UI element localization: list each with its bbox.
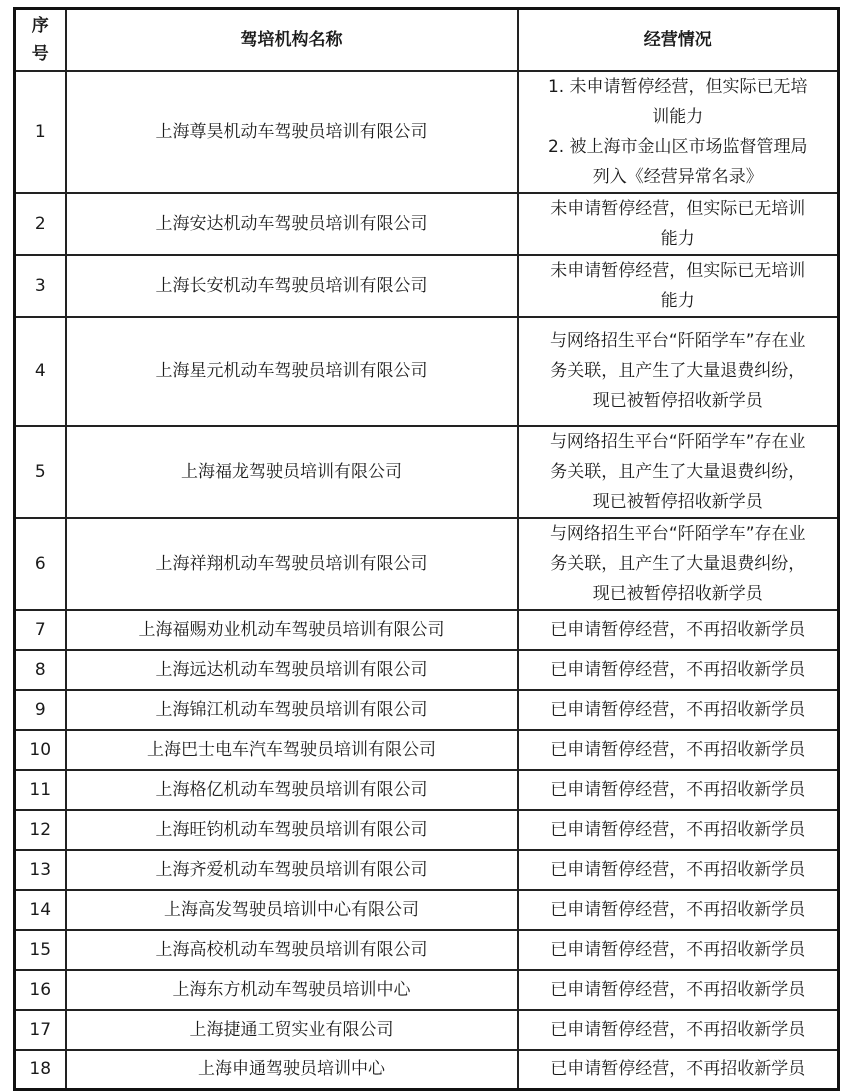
status-line: 现已被暂停招收新学员 — [592, 491, 763, 512]
status-line: 列入《经营异常名录》 — [592, 166, 763, 187]
row-status — [518, 426, 839, 518]
header-name: 驾培机构名称 — [66, 9, 518, 71]
row-status — [518, 650, 839, 690]
row-seq: 1 — [15, 71, 66, 193]
row-school-name: 上海远达机动车驾驶员培训有限公司 — [66, 650, 518, 690]
table-row — [15, 930, 839, 970]
row-seq: 6 — [15, 518, 66, 610]
status-line: 已申请暂停经营，不再招收新学员 — [550, 859, 806, 880]
row-seq: 16 — [15, 970, 66, 1010]
row-status — [518, 770, 839, 810]
table-row — [15, 255, 839, 317]
status-line: 能力 — [660, 228, 695, 249]
status-line: 务关联，且产生了大量退费纠纷， — [550, 553, 806, 574]
status-line: 已申请暂停经营，不再招收新学员 — [550, 1059, 806, 1080]
table-row — [15, 610, 839, 650]
row-status — [518, 690, 839, 730]
row-status — [518, 193, 839, 255]
row-seq: 8 — [15, 650, 66, 690]
row-seq: 17 — [15, 1010, 66, 1050]
row-school-name: 上海福赐劝业机动车驾驶员培训有限公司 — [66, 610, 518, 650]
row-status — [518, 71, 839, 193]
table-row — [15, 193, 839, 255]
status-line: 已申请暂停经营，不再招收新学员 — [550, 659, 806, 680]
status-line: 已申请暂停经营，不再招收新学员 — [550, 899, 806, 920]
table-row — [15, 518, 839, 610]
status-line: 未申请暂停经营，但实际已无培训 — [550, 198, 806, 219]
row-seq: 5 — [15, 426, 66, 518]
row-seq: 4 — [15, 317, 66, 426]
status-line: 务关联，且产生了大量退费纠纷， — [550, 361, 806, 381]
table-row — [15, 650, 839, 690]
table-row — [15, 890, 839, 930]
row-status — [518, 255, 839, 317]
table-row — [15, 770, 839, 810]
row-seq: 12 — [15, 810, 66, 850]
row-school-name: 上海长安机动车驾驶员培训有限公司 — [66, 255, 518, 317]
row-seq: 14 — [15, 890, 66, 930]
row-school-name: 上海申通驾驶员培训中心 — [66, 1050, 518, 1090]
row-seq: 10 — [15, 730, 66, 770]
status-line: 2. 被上海市金山区市场监督管理局 — [547, 136, 808, 157]
row-school-name: 上海齐爱机动车驾驶员培训有限公司 — [66, 850, 518, 890]
driving-schools-table — [13, 7, 840, 1091]
row-seq: 9 — [15, 690, 66, 730]
row-school-name: 上海锦江机动车驾驶员培训有限公司 — [66, 690, 518, 730]
row-school-name: 上海高发驾驶员培训中心有限公司 — [66, 890, 518, 930]
table-row — [15, 690, 839, 730]
status-line: 1. 未申请暂停经营，但实际已无培 — [547, 76, 808, 97]
header-row — [15, 9, 839, 71]
header-seq-line1: 序 — [31, 15, 49, 36]
status-line: 与网络招生平台“阡陌学车”存在业 — [549, 431, 806, 452]
row-status — [518, 850, 839, 890]
row-status — [518, 317, 839, 426]
status-line: 训能力 — [652, 106, 704, 127]
status-line: 已申请暂停经营，不再招收新学员 — [550, 779, 806, 800]
row-school-name: 上海格亿机动车驾驶员培训有限公司 — [66, 770, 518, 810]
row-status — [518, 610, 839, 650]
status-line: 已申请暂停经营，不再招收新学员 — [550, 699, 806, 720]
status-line: 已申请暂停经营，不再招收新学员 — [550, 739, 806, 760]
status-line: 已申请暂停经营，不再招收新学员 — [550, 1019, 806, 1040]
table-row — [15, 810, 839, 850]
row-seq: 11 — [15, 770, 66, 810]
row-seq: 13 — [15, 850, 66, 890]
status-line: 现已被暂停招收新学员 — [592, 583, 763, 604]
table-row — [15, 970, 839, 1010]
status-line: 未申请暂停经营，但实际已无培训 — [550, 260, 806, 281]
row-school-name: 上海尊昊机动车驾驶员培训有限公司 — [66, 71, 518, 193]
header-seq — [15, 9, 66, 71]
status-line: 已申请暂停经营，不再招收新学员 — [550, 939, 806, 960]
row-status — [518, 930, 839, 970]
status-line: 已申请暂停经营，不再招收新学员 — [550, 979, 806, 1000]
row-status — [518, 810, 839, 850]
table-row — [15, 71, 839, 193]
row-seq: 7 — [15, 610, 66, 650]
row-seq: 3 — [15, 255, 66, 317]
table-row — [15, 426, 839, 518]
status-line: 能力 — [660, 290, 695, 311]
row-school-name: 上海安达机动车驾驶员培训有限公司 — [66, 193, 518, 255]
table-body — [15, 71, 839, 1090]
status-line: 已申请暂停经营，不再招收新学员 — [550, 819, 806, 840]
table-row — [15, 850, 839, 890]
row-school-name: 上海捷通工贸实业有限公司 — [66, 1010, 518, 1050]
row-status — [518, 970, 839, 1010]
table-row — [15, 730, 839, 770]
status-line: 与网络招生平台“阡陌学车”存在业 — [549, 331, 806, 351]
row-seq: 15 — [15, 930, 66, 970]
row-status — [518, 730, 839, 770]
header-status: 经营情况 — [518, 9, 839, 71]
row-school-name: 上海旺钧机动车驾驶员培训有限公司 — [66, 810, 518, 850]
row-school-name: 上海高校机动车驾驶员培训有限公司 — [66, 930, 518, 970]
status-line: 现已被暂停招收新学员 — [592, 391, 763, 411]
status-line: 务关联，且产生了大量退费纠纷， — [550, 461, 806, 482]
row-status — [518, 890, 839, 930]
row-status — [518, 1010, 839, 1050]
row-school-name: 上海星元机动车驾驶员培训有限公司 — [66, 317, 518, 426]
row-school-name: 上海福龙驾驶员培训有限公司 — [66, 426, 518, 518]
row-school-name: 上海巴士电车汽车驾驶员培训有限公司 — [66, 730, 518, 770]
table-row — [15, 317, 839, 426]
row-school-name: 上海东方机动车驾驶员培训中心 — [66, 970, 518, 1010]
row-status — [518, 518, 839, 610]
table-row — [15, 1010, 839, 1050]
status-line: 已申请暂停经营，不再招收新学员 — [550, 619, 806, 640]
row-seq: 2 — [15, 193, 66, 255]
row-seq: 18 — [15, 1050, 66, 1090]
row-school-name: 上海祥翔机动车驾驶员培训有限公司 — [66, 518, 518, 610]
status-line: 与网络招生平台“阡陌学车”存在业 — [549, 523, 806, 544]
header-seq-line2: 号 — [31, 43, 49, 64]
